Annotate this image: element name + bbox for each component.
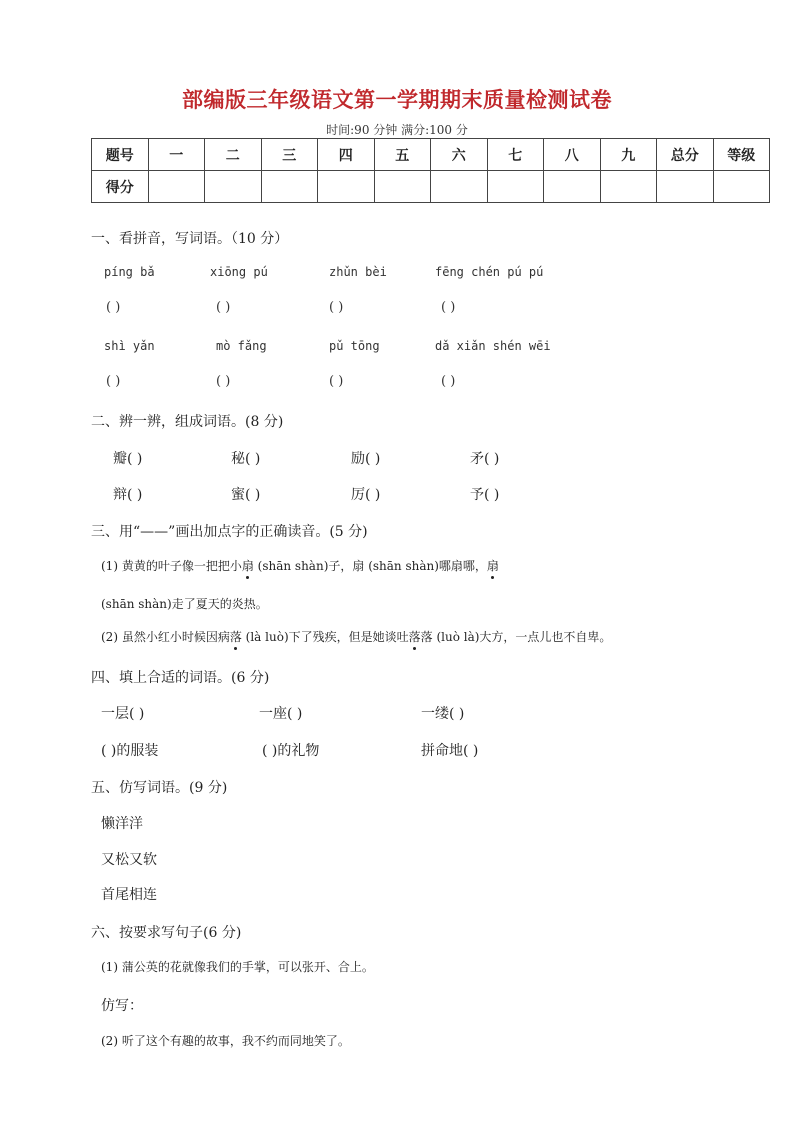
section-6-heading: 六、按要求写句子(6 分) [91, 925, 242, 941]
question-6-1: (1) 蒲公英的花就像我们的手掌，可以张开、合上。 [101, 960, 374, 974]
dotted-char: 扇 [241, 559, 254, 573]
pinyin-item: xiōng pú [210, 265, 268, 279]
table-cell: 九 [600, 139, 657, 171]
answer-label: 仿写： [101, 998, 143, 1014]
question-3-1-cont: (shān shàn)走了夏天的炎热。 [101, 597, 268, 611]
section-5-heading: 五、仿写词语。(9 分) [91, 780, 228, 796]
word-item[interactable]: 励( ) [351, 451, 381, 467]
table-cell: 三 [261, 139, 318, 171]
dotted-char: 扇 [486, 559, 499, 573]
word-item[interactable]: 辩( ) [113, 487, 143, 503]
fill-blank[interactable]: 一缕( ) [421, 706, 465, 722]
question-text: 落 (luò là)大方，一点儿也不自卑。 [420, 630, 612, 644]
exam-meta: 时间:90 分钟 满分:100 分 [326, 123, 468, 137]
fill-blank[interactable]: ( )的礼物 [262, 743, 320, 759]
dotted-char: 落 [229, 630, 242, 644]
question-text: (shān shàn)子，扇 (shān shàn)哪扇哪， [253, 559, 487, 573]
answer-blank[interactable]: ( ) [441, 300, 456, 315]
question-text: (2) 虽然小红小时候因病 [101, 630, 230, 644]
word-item[interactable]: 秘( ) [231, 451, 261, 467]
table-cell: 四 [318, 139, 375, 171]
score-input-cell[interactable] [713, 171, 770, 203]
example-word: 首尾相连 [101, 887, 157, 903]
word-item[interactable]: 矛( ) [470, 451, 500, 467]
score-table-score-row [92, 171, 770, 203]
pinyin-item: dǎ xiǎn shén wēi [435, 339, 551, 353]
answer-blank[interactable]: ( ) [216, 374, 231, 389]
table-cell: 八 [544, 139, 601, 171]
table-cell: 题号 [92, 139, 149, 171]
table-cell: 五 [374, 139, 431, 171]
question-6-2: (2) 听了这个有趣的故事，我不约而同地笑了。 [101, 1034, 350, 1048]
score-input-cell[interactable] [205, 171, 262, 203]
score-input-cell[interactable] [318, 171, 375, 203]
dotted-char: 落 [408, 630, 421, 644]
pinyin-item: mò fǎng [216, 339, 267, 353]
pinyin-item: fēng chén pú pú [435, 265, 544, 279]
score-table-header-row [92, 139, 770, 171]
score-input-cell[interactable] [487, 171, 544, 203]
score-table [91, 138, 770, 203]
word-item[interactable]: 瓣( ) [113, 451, 143, 467]
answer-blank[interactable]: ( ) [329, 300, 344, 315]
question-text: (là luò)下了残疾，但是她谈吐 [241, 630, 409, 644]
answer-blank[interactable]: ( ) [106, 300, 121, 315]
question-text: (1) 黄黄的叶子像一把把小 [101, 559, 242, 573]
score-input-cell[interactable] [657, 171, 714, 203]
score-input-cell[interactable] [261, 171, 318, 203]
example-word: 懒洋洋 [101, 816, 143, 832]
answer-blank[interactable]: ( ) [106, 374, 121, 389]
section-2-heading: 二、辨一辨，组成词语。(8 分) [91, 414, 284, 430]
pinyin-item: zhǔn bèi [329, 265, 387, 279]
question-3-2 [101, 628, 611, 645]
table-cell: 一 [148, 139, 205, 171]
score-input-cell[interactable] [600, 171, 657, 203]
question-3-1 [101, 557, 499, 574]
score-input-cell[interactable] [374, 171, 431, 203]
section-3-heading: 三、用“——”画出加点字的正确读音。(5 分) [91, 524, 368, 540]
table-cell: 七 [487, 139, 544, 171]
answer-blank[interactable]: ( ) [216, 300, 231, 315]
score-input-cell[interactable] [431, 171, 488, 203]
table-cell: 等级 [713, 139, 770, 171]
table-cell: 得分 [92, 171, 149, 203]
fill-blank[interactable]: 一座( ) [259, 706, 303, 722]
word-item[interactable]: 蜜( ) [231, 487, 261, 503]
fill-blank[interactable]: 一层( ) [101, 706, 145, 722]
pinyin-item: shì yǎn [104, 339, 155, 353]
table-cell: 二 [205, 139, 262, 171]
fill-blank[interactable]: 拼命地( ) [421, 743, 479, 759]
exam-title: 部编版三年级语文第一学期期末质量检测试卷 [182, 87, 612, 112]
section-4-heading: 四、填上合适的词语。(6 分) [91, 670, 270, 686]
word-item[interactable]: 厉( ) [351, 487, 381, 503]
example-word: 又松又软 [101, 852, 157, 868]
fill-blank[interactable]: ( )的服装 [101, 743, 159, 759]
pinyin-item: píng bǎ [104, 265, 155, 279]
answer-blank[interactable]: ( ) [329, 374, 344, 389]
section-1-heading: 一、看拼音，写词语。（10 分） [91, 231, 289, 247]
score-input-cell[interactable] [544, 171, 601, 203]
answer-blank[interactable]: ( ) [441, 374, 456, 389]
table-cell: 总分 [657, 139, 714, 171]
table-cell: 六 [431, 139, 488, 171]
word-item[interactable]: 予( ) [470, 487, 500, 503]
score-input-cell[interactable] [148, 171, 205, 203]
pinyin-item: pǔ tōng [329, 339, 380, 353]
